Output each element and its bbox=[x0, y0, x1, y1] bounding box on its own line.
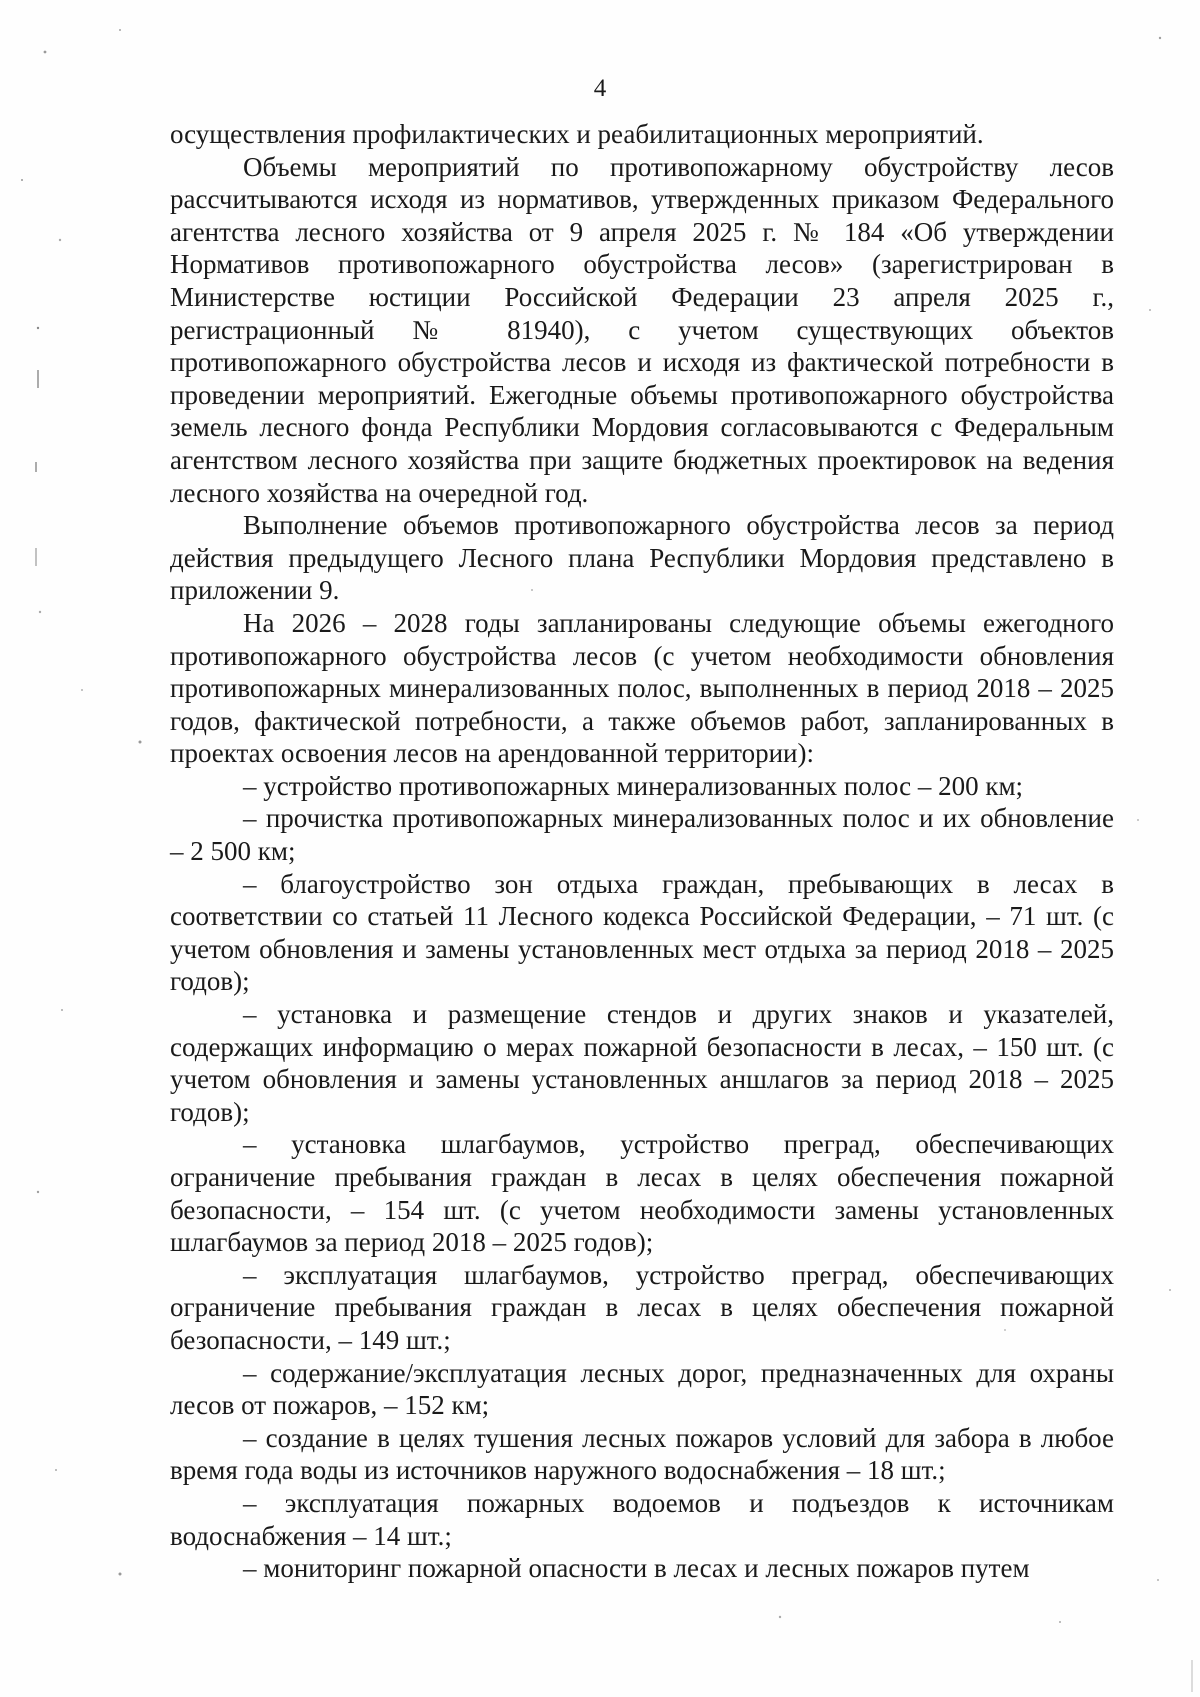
page-number: 4 bbox=[593, 75, 607, 102]
list-item: – эксплуатация пожарных водоемов и подъездов к источникам водоснабжения – 14 шт.; bbox=[170, 1487, 1114, 1551]
list-item: – установка шлагбаумов, устройство преград, обеспечивающих ограничение пребывания граждан в лесах в целях обеспечения пожарной безопасности, – 154 шт. (с учетом необходимости замены установленных шлагбаумов за период 2018 – 2025 годов); bbox=[170, 1129, 1114, 1258]
paragraph: осуществления профилактических и реабилитационных мероприятий. bbox=[170, 119, 984, 149]
paragraph: На 2026 – 2028 годы запланированы следующие объемы ежегодного противопожарного обустройства лесов (с учетом необходимости обновления противопожарных минерализованных полос, выполненных в период 2018 – 2025 годов, фактической потребности, а также объемов работ, запланированных в проектах освоения лесов на арендованной территории): bbox=[170, 607, 1114, 769]
paragraph: Выполнение объемов противопожарного обустройства лесов за период действия предыдущего Лесного плана Республики Мордовия представлено в приложении 9. bbox=[170, 510, 1114, 606]
list-item: – прочистка противопожарных минерализованных полос и их обновление – 2 500 км; bbox=[170, 803, 1114, 867]
document-body bbox=[170, 118, 1114, 1585]
list-item: – установка и размещение стендов и других знаков и указателей, содержащих информацию о мерах пожарной безопасности в лесах, – 150 шт. (с учетом обновления и замены установленных аншлагов за период 2018 – 2025 годов); bbox=[170, 999, 1114, 1127]
list-item: – мониторинг пожарной опасности в лесах и лесных пожаров путем bbox=[243, 1553, 1030, 1584]
list-item: – благоустройство зон отдыха граждан, пребывающих в лесах в соответствии со статьей 11 Лесного кодекса Российской Федерации, – 71 шт. (с учетом обновления и замены установленных мест отдыха за период 2018 – 2025 годов); bbox=[170, 868, 1114, 997]
list-item: – содержание/эксплуатация лесных дорог, предназначенных для охраны лесов от пожаров, – 152 км; bbox=[170, 1357, 1114, 1421]
paragraph: Объемы мероприятий по противопожарному обустройству лесов рассчитываются исходя из нормативов, утвержденных приказом Федерального агентства лесного хозяйства от 9 апреля 2025 г. № 184 «Об утверждении Нормативов противопожарного обустройства лесов» (зарегистрирован в Министерстве юстиции Российской Федерации 23 апреля 2025 г., регистрационный № 81940), с учетом существующих объектов противопожарного обустройства лесов и исходя из фактической потребности в проведении мероприятий. Ежегодные объемы противопожарного обустройства земель лесного фонда Республики Мордовия согласовываются с Федеральным агентством лесного хозяйства при защите бюджетных проектировок на ведения лесного хозяйства на очередной год. bbox=[170, 151, 1114, 508]
list-item: – эксплуатация шлагбаумов, устройство преград, обеспечивающих ограничение пребывания граждан в лесах в целях обеспечения пожарной безопасности, – 149 шт.; bbox=[170, 1259, 1114, 1355]
list-item: – устройство противопожарных минерализованных полос – 200 км; bbox=[243, 770, 1024, 801]
list-item: – создание в целях тушения лесных пожаров условий для забора в любое время года воды из источников наружного водоснабжения – 18 шт.; bbox=[170, 1422, 1114, 1486]
